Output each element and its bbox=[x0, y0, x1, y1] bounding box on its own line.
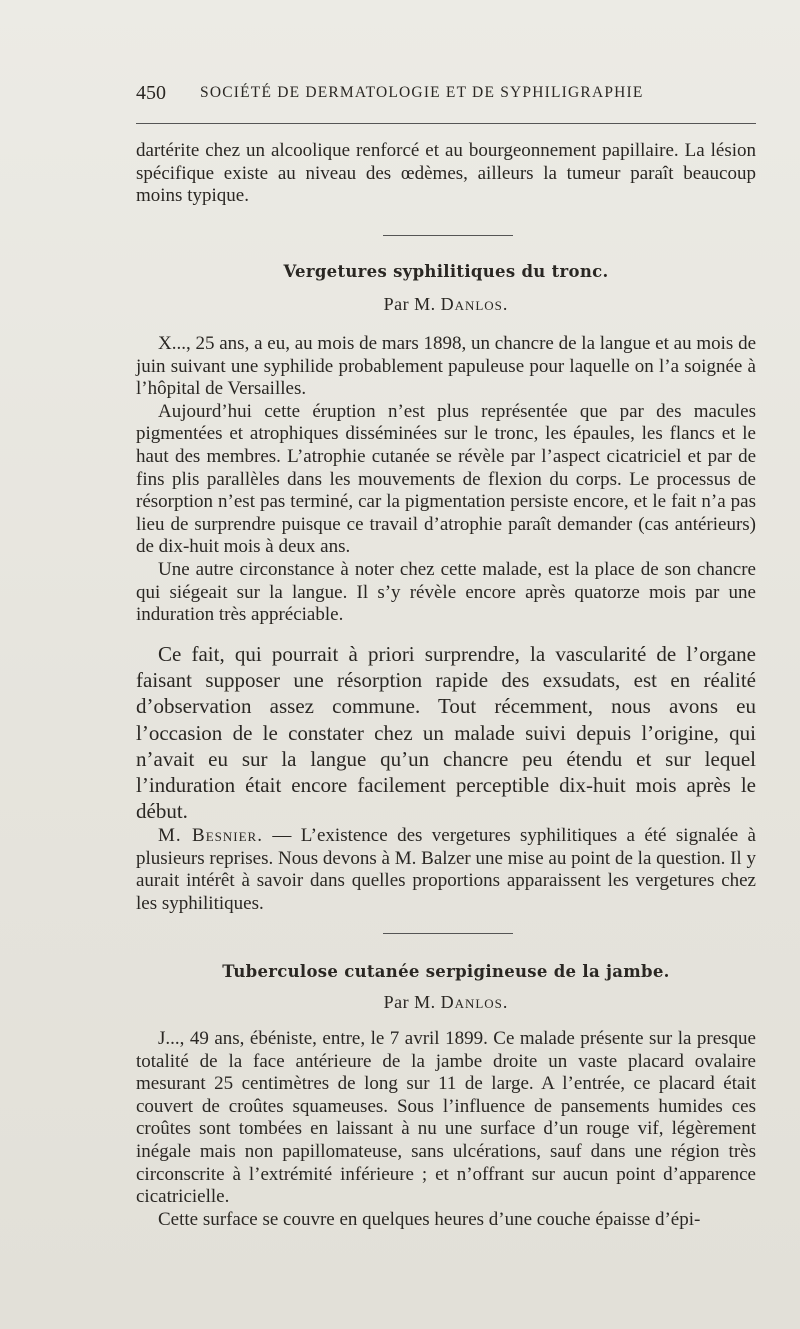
section-separator bbox=[383, 235, 513, 236]
article1-commentary bbox=[136, 641, 756, 824]
byline-prefix: Par M. bbox=[383, 992, 436, 1012]
paragraph: Cette surface se couvre en quelques heures d’une couche épaisse d’épi- bbox=[158, 1208, 701, 1230]
discussion-block bbox=[136, 825, 756, 915]
article-byline bbox=[136, 992, 756, 1013]
article-title: Tuberculose cutanée serpigineuse de la jambe. bbox=[222, 962, 670, 981]
page-header bbox=[136, 82, 756, 110]
paragraph: X..., 25 ans, a eu, au mois de mars 1898, un chancre de la langue et au mois de juin suivant une syphilide probablement papuleuse pour laquelle on l’a soignée à l’hôpital de Versailles. bbox=[136, 333, 756, 400]
paragraph: Une autre circonstance à noter chez cette malade, est la place de son chancre qui siégeait sur la langue. Il s’y révèle encore après quatorze mois par une induration très appréciable. bbox=[136, 558, 756, 626]
paragraph: J..., 49 ans, ébéniste, entre, le 7 avril 1899. Ce malade présente sur la presque totalité de la face antérieure de la jambe droite un vaste placard ovalaire mesurant 25 centimètres de long sur 11 de large. A l’entrée, ce placard était couvert de croûtes squameuses. Sous l’influence de pansements humides ces croûtes sont tombées en laissant à nu une surface d’un rouge vif, légèrement inégale mais non papillomateuse, sans ulcérations, sauf dans une région très circonscrite à l’extrémité inférieure ; et n’offrant sur aucun point d’apparence cicatricielle. bbox=[136, 1028, 756, 1208]
discussion-paragraph bbox=[136, 825, 756, 915]
article2-body bbox=[136, 1028, 756, 1231]
article1-body bbox=[136, 333, 756, 627]
top-paragraph-block bbox=[136, 140, 756, 208]
section-separator bbox=[383, 933, 513, 934]
commentary-paragraph: Ce fait, qui pourrait à priori surprendre, la vascularité de l’organe faisant supposer une résorption rapide des exsudats, est en réalité d’observation assez commune. Tout récemment, nous avons eu l’occasion de le constater chez un malade suivi depuis l’origine, qui n’avait eu sur la langue qu’un chancre peu étendu et sur lequel l’induration était encore facilement perceptible dix-huit mois après le début. bbox=[136, 642, 756, 824]
byline-prefix: Par M. bbox=[383, 294, 436, 314]
page-number: 450 bbox=[136, 82, 166, 104]
top-paragraph: dartérite chez un alcoolique renforcé et au bourgeonnement papillaire. La lésion spécifique existe au niveau des œdèmes, ailleurs la tumeur paraît beaucoup moins typique. bbox=[136, 140, 756, 207]
article-title: Vergetures syphilitiques du tronc. bbox=[283, 262, 609, 281]
paragraph: Aujourd’hui cette éruption n’est plus représentée que par des macules pigmentées et atrophiques disséminées sur le tronc, les épaules, les flancs et le haut des membres. L’atrophie cutanée se révèle par l’aspect cicatriciel et par de fins plis parallèles dans les mouvements de flexion du corps. Le processus de résorption n’est pas terminé, car la pigmentation persiste encore, et le fait n’a pas lieu de surprendre puisque ce travail d’atrophie paraît demander (cas antérieurs) de dix-huit mois à deux ans. bbox=[136, 400, 756, 558]
author-name: Danlos. bbox=[440, 992, 509, 1012]
author-name: Danlos. bbox=[440, 294, 509, 314]
discussion-text: — L’existence des vergetures syphilitiques a été signalée à plusieurs reprises. Nous devons à M. Balzer une mise au point de la question. Il y aurait intérêt à savoir dans quelles proportions apparaissent les vergetures chez les syphilitiques. bbox=[136, 825, 756, 914]
discussion-speaker: M. Besnier. bbox=[158, 825, 263, 846]
header-rule bbox=[136, 123, 756, 124]
running-head: SOCIÉTÉ DE DERMATOLOGIE ET DE SYPHILIGRAPHIE bbox=[200, 84, 644, 101]
article-byline bbox=[136, 294, 756, 315]
